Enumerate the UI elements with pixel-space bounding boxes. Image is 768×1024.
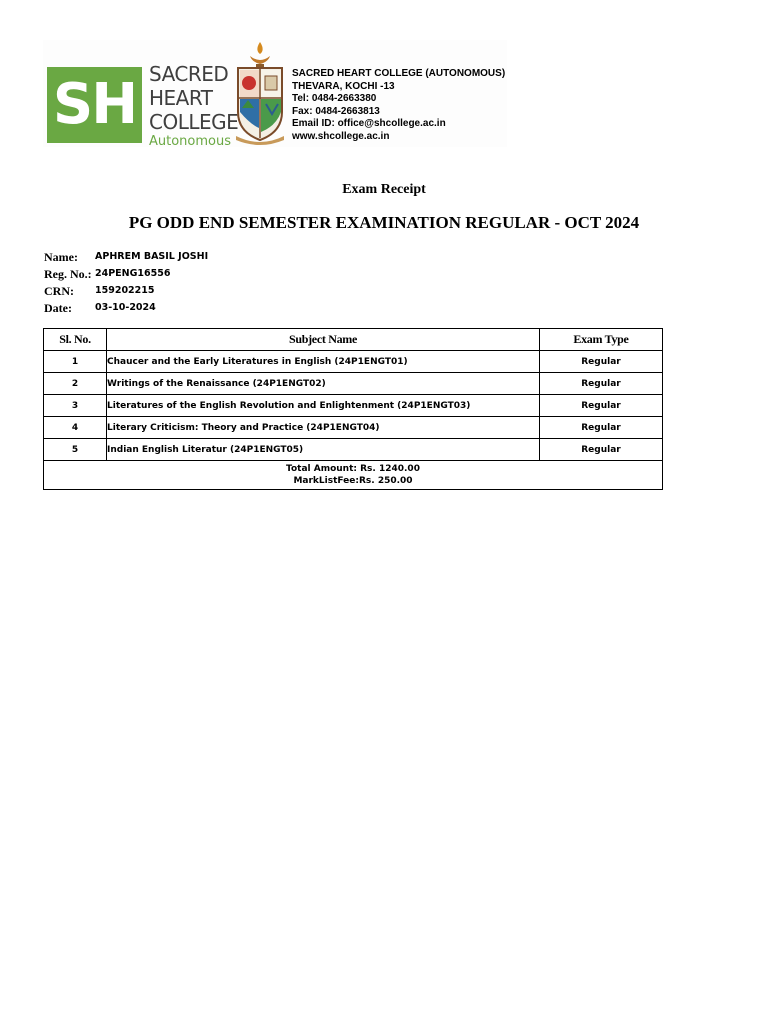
header-sl-no: Sl. No. xyxy=(44,329,107,351)
college-fax: Fax: 0484-2663813 xyxy=(292,105,380,117)
crn-value: 159202215 xyxy=(95,285,155,296)
total-amount: Total Amount: Rs. 1240.00 xyxy=(286,464,420,474)
date-value: 03-10-2024 xyxy=(95,302,156,313)
logo-word-heart: HEART xyxy=(149,86,213,110)
logo-word-college: COLLEGE xyxy=(149,110,239,134)
exam-title: PG ODD END SEMESTER EXAMINATION REGULAR - OCT 2024 xyxy=(128,213,640,232)
reg-no-row xyxy=(44,267,344,284)
row-sl-no: 3 xyxy=(44,395,107,417)
row-sl-no: 4 xyxy=(44,417,107,439)
college-tel: Tel: 0484-2663380 xyxy=(292,93,377,104)
logo-word-autonomous: Autonomous xyxy=(149,134,232,149)
student-details xyxy=(44,250,344,318)
table-row xyxy=(44,417,663,439)
college-website: www.shcollege.ac.in xyxy=(292,130,390,142)
college-email: Email ID: office@shcollege.ac.in xyxy=(292,118,446,129)
subjects-table xyxy=(43,328,663,490)
reg-no-value: 24PENG16556 xyxy=(95,268,171,279)
row-sl-no: 2 xyxy=(44,373,107,395)
table-header-row xyxy=(44,329,663,351)
row-sl-no: 1 xyxy=(44,351,107,373)
marklist-fee: MarkListFee:Rs. 250.00 xyxy=(293,476,413,486)
row-exam-type: Regular xyxy=(540,373,663,395)
name-row xyxy=(44,250,344,267)
crn-row xyxy=(44,284,344,301)
date-row xyxy=(44,301,344,318)
row-subject: Writings of the Renaissance (24P1ENGT02) xyxy=(107,373,540,395)
row-sl-no: 5 xyxy=(44,439,107,461)
table-row xyxy=(44,373,663,395)
college-name: SACRED HEART COLLEGE (AUTONOMOUS) xyxy=(292,68,506,79)
table-row xyxy=(44,351,663,373)
crn-label: CRN: xyxy=(44,284,74,298)
row-subject: Indian English Literatur (24P1ENGT05) xyxy=(107,439,540,461)
row-exam-type: Regular xyxy=(540,439,663,461)
row-exam-type: Regular xyxy=(540,351,663,373)
row-subject: Literatures of the English Revolution and Enlightenment (24P1ENGT03) xyxy=(107,395,540,417)
logo-word-sacred: SACRED xyxy=(149,62,229,86)
table-row xyxy=(44,439,663,461)
reg-no-label: Reg. No.: xyxy=(44,267,92,281)
receipt-title: Exam Receipt xyxy=(342,182,426,197)
college-crest-icon xyxy=(232,40,288,146)
row-subject: Literary Criticism: Theory and Practice (24P1ENGT04) xyxy=(107,417,540,439)
header-subject-name: Subject Name xyxy=(107,329,540,351)
logo-wordmark xyxy=(149,62,239,150)
header-exam-type: Exam Type xyxy=(540,329,663,351)
college-contact-block xyxy=(292,68,512,143)
logo-letters: SH xyxy=(52,72,137,137)
table-row xyxy=(44,395,663,417)
college-logo xyxy=(47,67,142,143)
row-exam-type: Regular xyxy=(540,395,663,417)
row-exam-type: Regular xyxy=(540,417,663,439)
row-subject: Chaucer and the Early Literatures in English (24P1ENGT01) xyxy=(107,351,540,373)
date-label: Date: xyxy=(44,301,72,315)
college-address: THEVARA, KOCHI -13 xyxy=(292,80,395,92)
name-label: Name: xyxy=(44,250,78,264)
totals-row xyxy=(44,461,663,490)
student-name: APHREM BASIL JOSHI xyxy=(95,251,209,262)
totals-cell xyxy=(44,461,663,490)
